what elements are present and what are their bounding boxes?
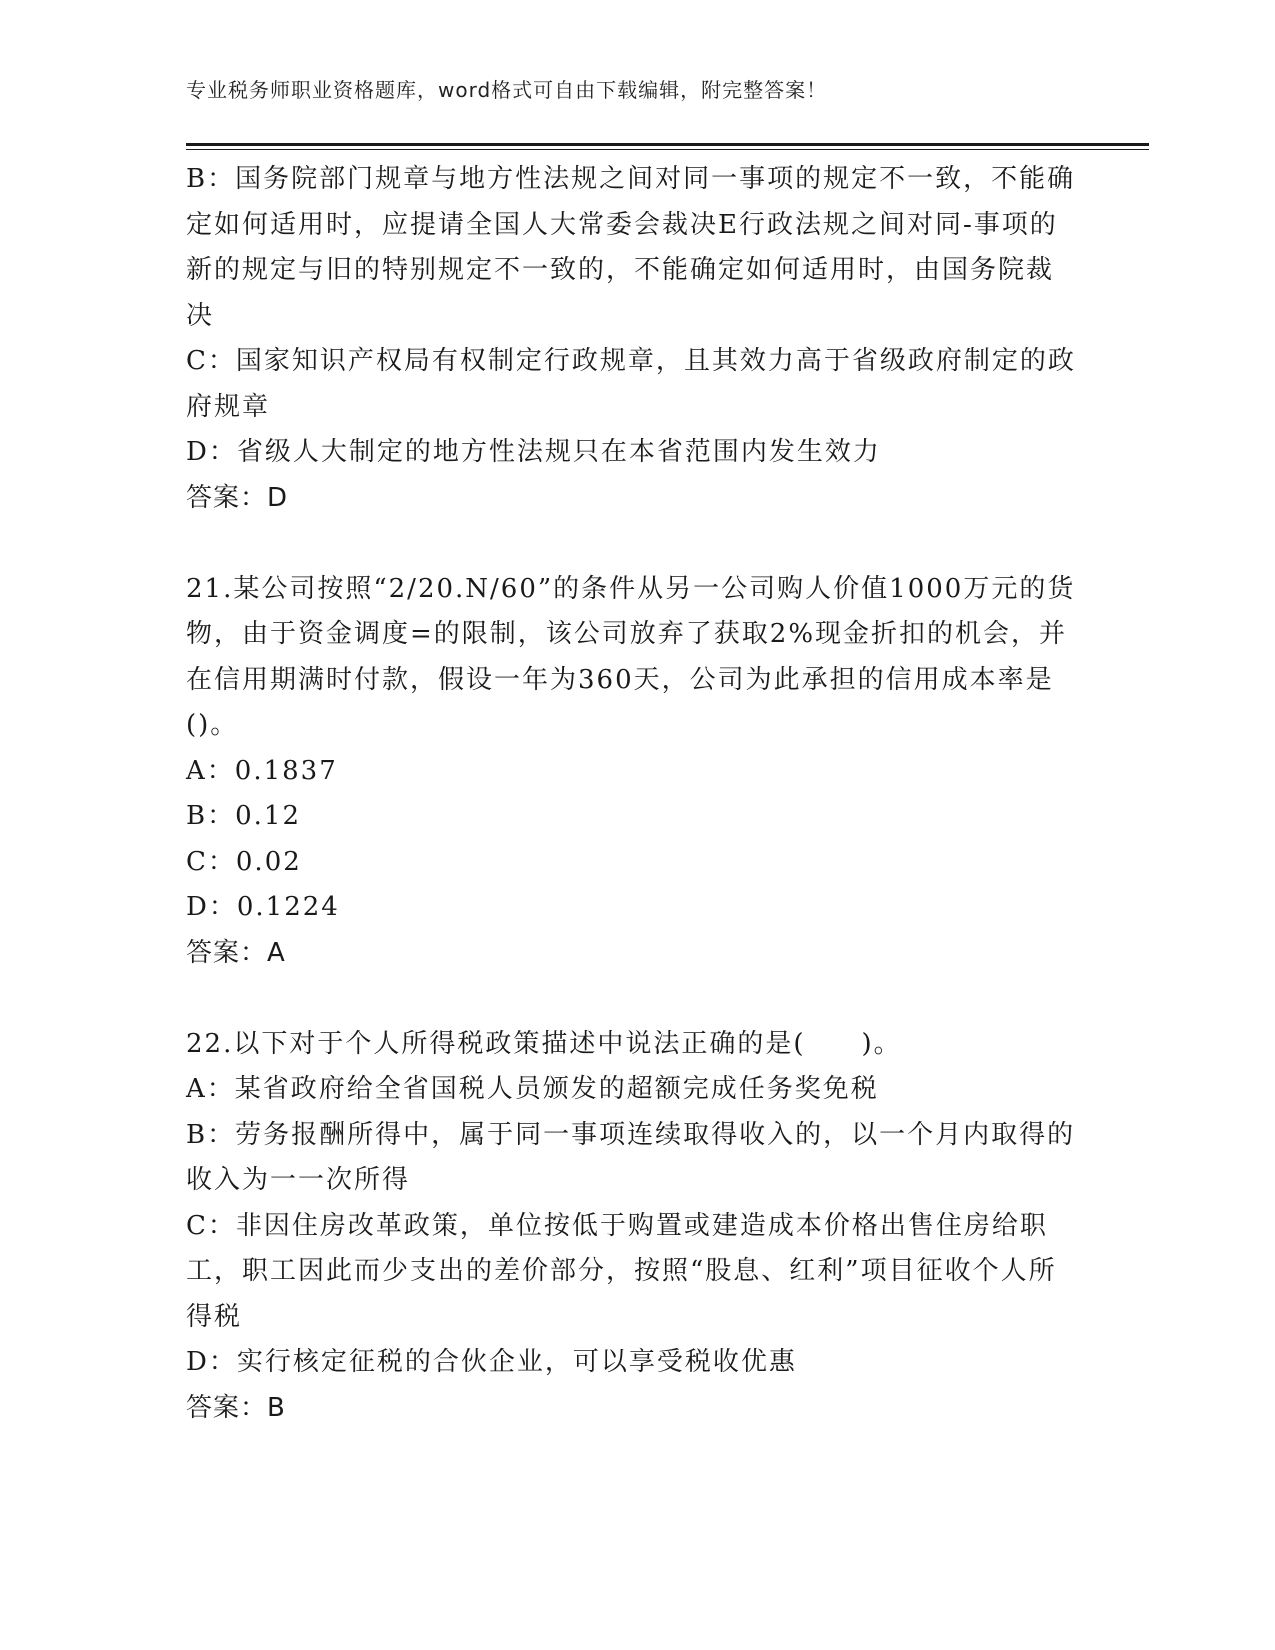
- question-22: [186, 1022, 1076, 1432]
- option-b: B：0.12: [186, 801, 301, 831]
- option-c: C：0.02: [186, 846, 302, 877]
- header-rule-thin: [186, 149, 1149, 150]
- answer-line: 答案：A: [186, 937, 286, 968]
- question-21: [186, 567, 1076, 977]
- question-stem: 22.以下对于个人所得税政策描述中说法正确的是( )。: [186, 1028, 902, 1059]
- option-a: A：某省政府给全省国税人员颁发的超额完成任务奖免税: [186, 1074, 879, 1104]
- answer-line: 答案：D: [186, 482, 289, 513]
- spacer: [186, 976, 1076, 1022]
- option-b: B：劳务报酬所得中，属于同一事项连续取得收入的，以一个月内取得的收入为一一次所得: [186, 1119, 1076, 1195]
- option-c: C：国家知识产权局有权制定行政规章，且其效力高于省级政府制定的政府规章: [186, 346, 1076, 422]
- option-c: C：非因住房改革政策，单位按低于购置或建造成本价格出售住房给职工，职工因此而少支出的差价部分，按照“股息、红利”项目征收个人所得税: [186, 1210, 1057, 1332]
- page-header: 专业税务师职业资格题库，word格式可自由下载编辑，附完整答案！: [186, 78, 828, 102]
- question-block-continued: [186, 157, 1076, 521]
- option-b: B：国务院部门规章与地方性法规之间对同一事项的规定不一致，不能确定如何适用时，应提请全国人大常委会裁决E行政法规之间对同-事项的新的规定与旧的特别规定不一致的，不能确定如何适用时，由国务院裁决: [186, 164, 1076, 331]
- option-d: D：0.1224: [186, 892, 340, 922]
- answer-line: 答案：B: [186, 1392, 286, 1423]
- header-rule-thick: [186, 143, 1149, 146]
- document-body: [186, 157, 1076, 1431]
- option-d: D：省级人大制定的地方性法规只在本省范围内发生效力: [186, 437, 881, 467]
- question-stem: 21.某公司按照“2/20.N/60”的条件从另一公司购人价值1000万元的货物，由于资金调度=的限制，该公司放弃了获取2%现金折扣的机会，并在信用期满时付款，假设一年为360天，公司为此承担的信用成本率是()。: [186, 573, 1076, 740]
- spacer: [186, 521, 1076, 567]
- option-d: D：实行核定征税的合伙企业，可以享受税收优惠: [186, 1347, 797, 1377]
- option-a: A：0.1837: [186, 755, 338, 786]
